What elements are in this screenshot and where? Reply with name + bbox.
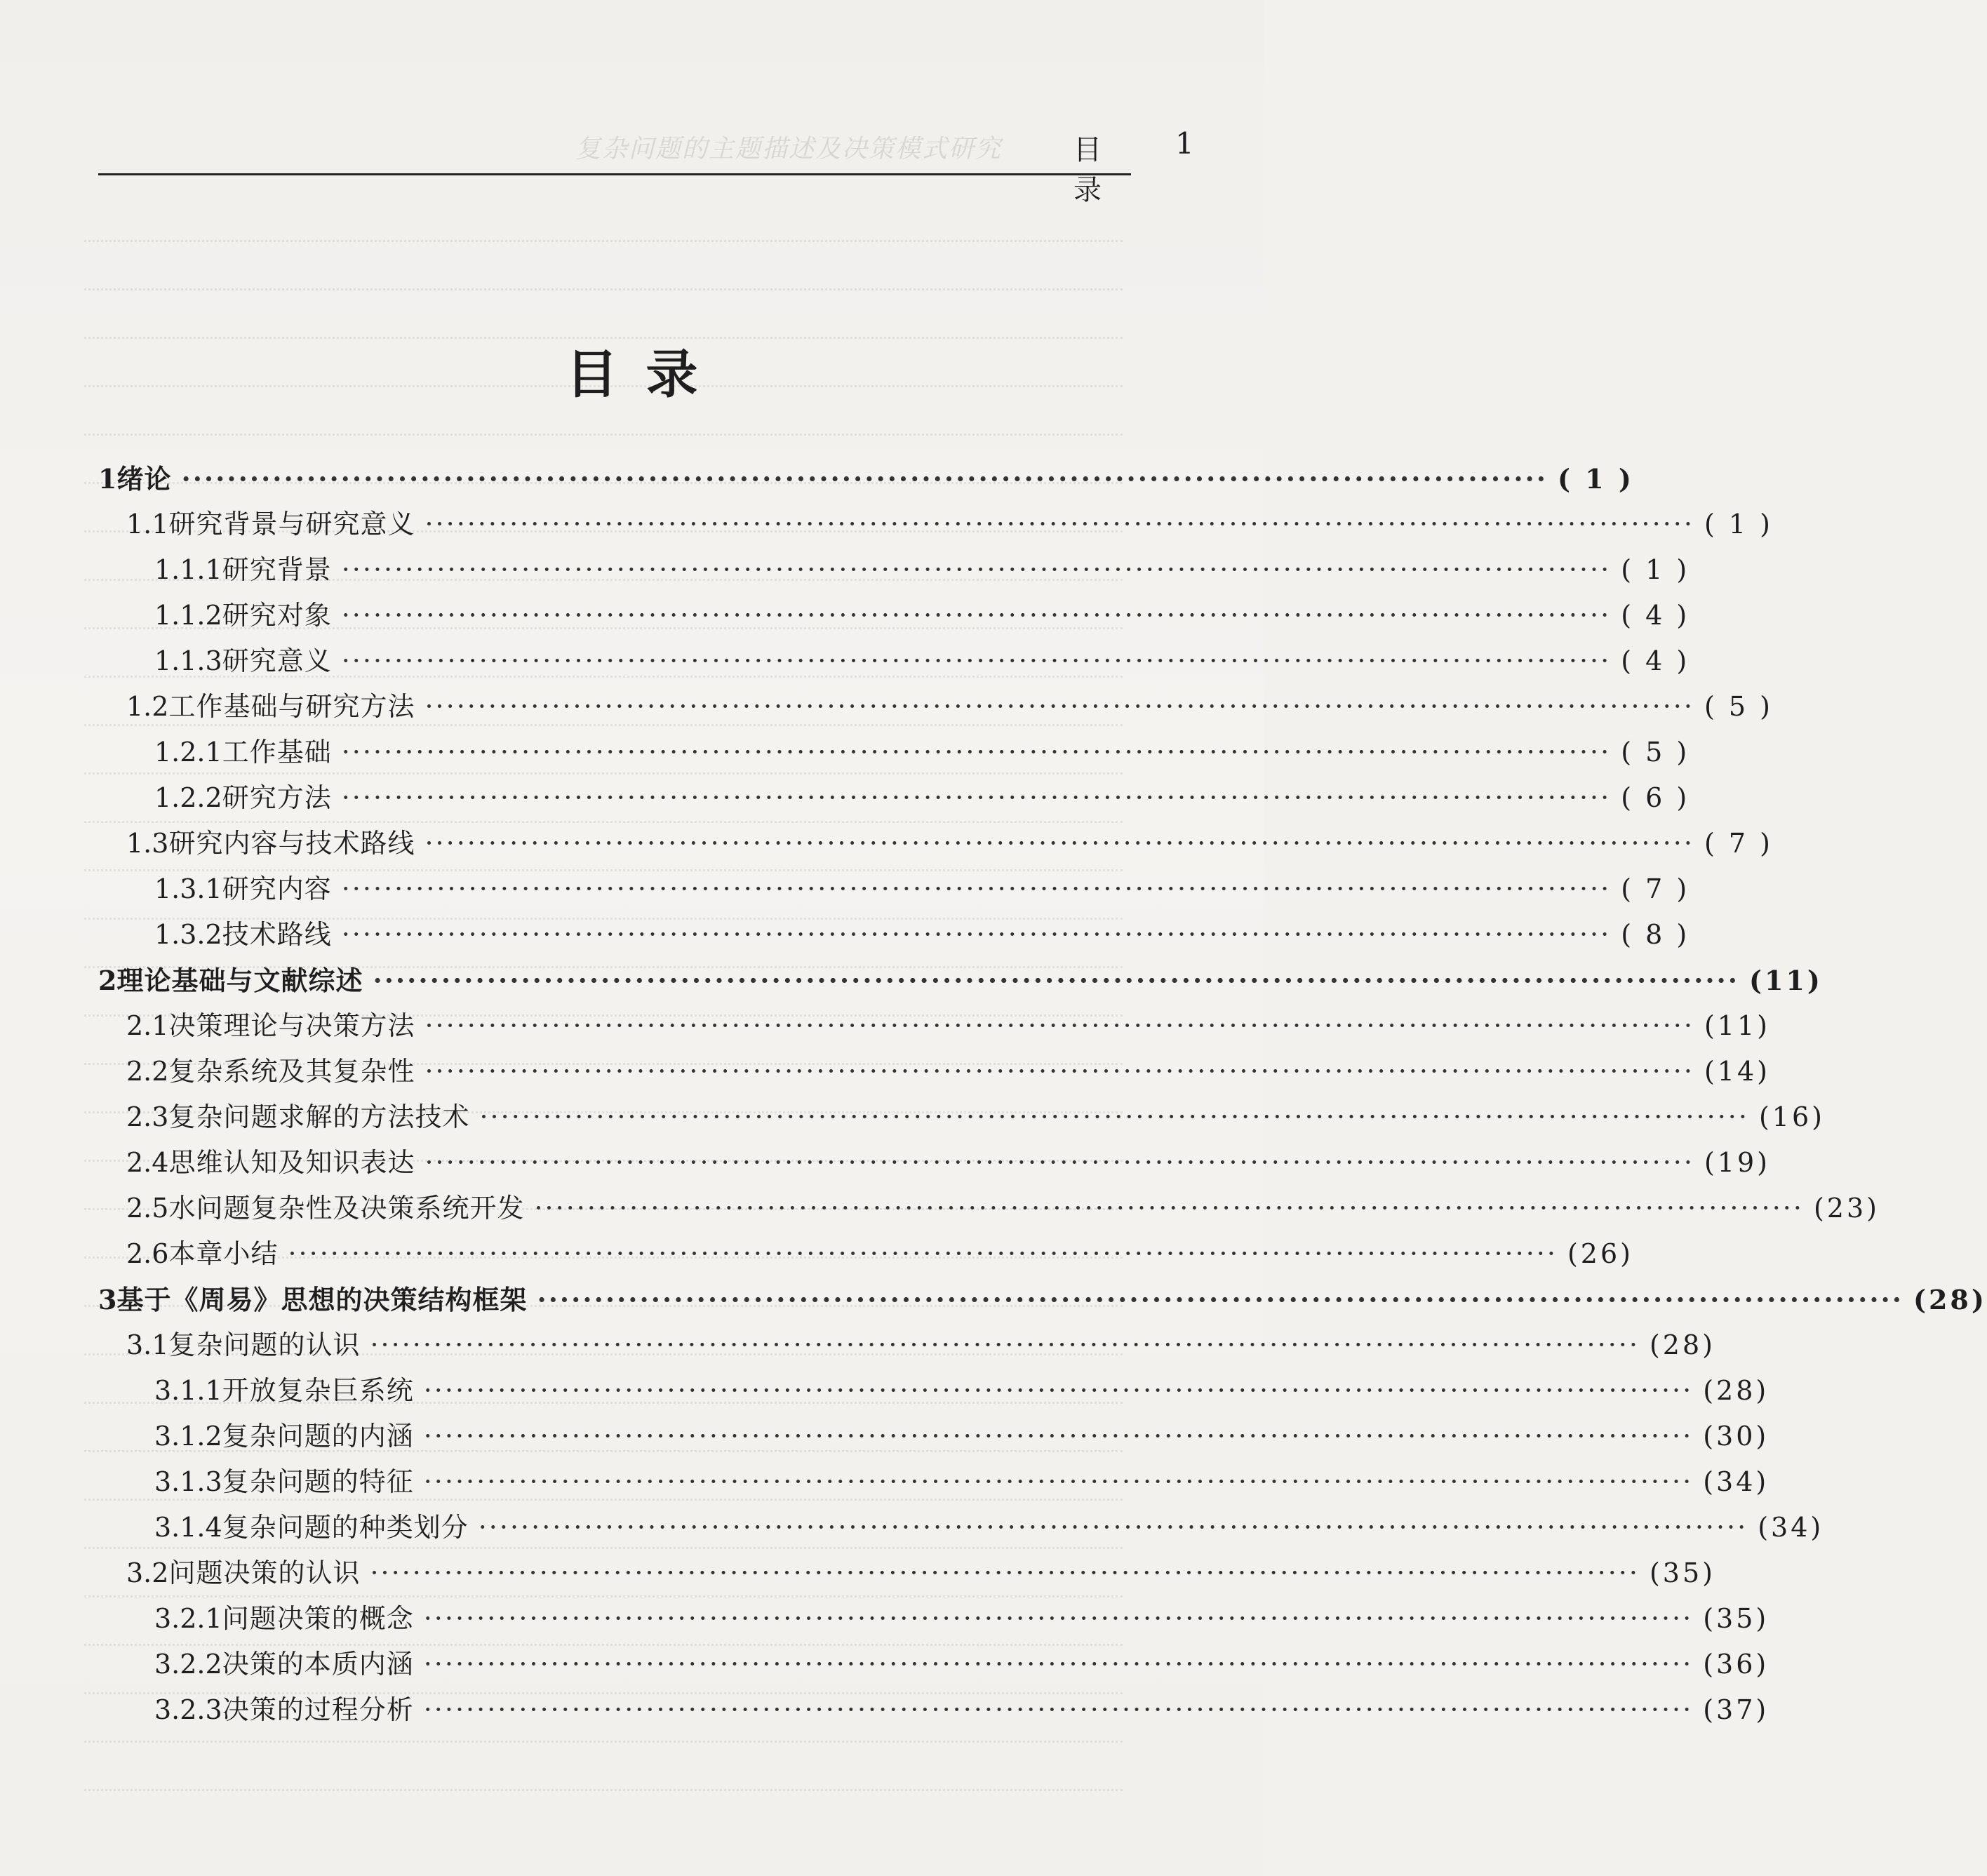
toc-entry[interactable] xyxy=(98,1322,1715,1368)
page-title: 目录 xyxy=(566,344,726,405)
toc-entry-page: (16) xyxy=(1758,1101,1825,1132)
toc-entry[interactable] xyxy=(98,547,1690,593)
toc-dot-leader: ························································································································ xyxy=(341,645,1612,676)
toc-entry-page: ( 7 ) xyxy=(1704,828,1773,859)
toc-dot-leader: ························································································································ xyxy=(341,737,1612,768)
toc-entry-page: (14) xyxy=(1704,1056,1770,1087)
toc-entry-title: 问题决策的概念 xyxy=(222,1603,414,1634)
toc-dot-leader: ························································································································ xyxy=(423,1466,1694,1497)
toc-entry-number: 3.2.1 xyxy=(154,1603,222,1634)
toc-entry-page: (37) xyxy=(1703,1694,1769,1725)
toc-entry-number: 2.4 xyxy=(126,1147,169,1178)
toc-entry-number: 1.1.1 xyxy=(154,554,222,585)
toc-entry-title: 复杂问题的种类划分 xyxy=(222,1512,469,1543)
toc-entry-number: 1.2.2 xyxy=(154,782,222,813)
toc-entry-title: 研究背景 xyxy=(222,554,332,585)
toc-entry-title: 决策理论与决策方法 xyxy=(168,1010,415,1041)
toc-entry-page: (23) xyxy=(1813,1193,1880,1224)
toc-entry-number: 3.2 xyxy=(126,1557,169,1588)
toc-dot-leader: ························································································································ xyxy=(181,463,1548,495)
toc-entry-number: 2.6 xyxy=(126,1238,169,1269)
toc-entry-page: (34) xyxy=(1758,1512,1824,1543)
toc-entry[interactable] xyxy=(98,958,1823,1003)
toc-dot-leader: ························································································································ xyxy=(424,1147,1694,1178)
toc-entry-title: 决策的过程分析 xyxy=(222,1694,414,1725)
toc-entry[interactable] xyxy=(98,1368,1769,1414)
toc-entry-title: 水问题复杂性及决策系统开发 xyxy=(168,1193,525,1224)
toc-entry[interactable] xyxy=(98,456,1634,502)
toc-entry-title: 工作基础 xyxy=(222,737,332,768)
toc-entry-number: 3.2.3 xyxy=(154,1694,222,1725)
toc-entry-number: 1.3.1 xyxy=(154,873,222,904)
toc-entry-page: (36) xyxy=(1703,1649,1769,1680)
toc-dot-leader: ························································································································ xyxy=(479,1101,1749,1132)
toc-entry[interactable] xyxy=(98,593,1690,638)
toc-entry-title: 研究意义 xyxy=(222,645,332,676)
toc-entry-title: 决策的本质内涵 xyxy=(222,1649,414,1680)
toc-entry-page: (35) xyxy=(1703,1603,1769,1634)
toc-dot-leader: ························································································································ xyxy=(423,1603,1694,1634)
toc-entry[interactable] xyxy=(98,1003,1770,1049)
toc-entry[interactable] xyxy=(98,684,1773,730)
toc-entry-title: 复杂问题求解的方法技术 xyxy=(168,1101,470,1132)
toc-entry[interactable] xyxy=(98,1596,1769,1642)
toc-dot-leader: ························································································································ xyxy=(534,1193,1804,1224)
toc-entry[interactable] xyxy=(98,1140,1770,1186)
toc-entry-number: 2.2 xyxy=(126,1056,169,1087)
toc-dot-leader: ························································································································ xyxy=(423,1421,1694,1452)
toc-entry-page: ( 4 ) xyxy=(1621,645,1690,676)
toc-entry-title: 本章小结 xyxy=(168,1238,279,1269)
toc-entry-number: 3.1.2 xyxy=(154,1421,222,1452)
toc-entry-page: ( 6 ) xyxy=(1621,782,1690,813)
toc-entry[interactable] xyxy=(98,1186,1880,1231)
toc-entry-title: 复杂问题的特征 xyxy=(222,1466,414,1497)
toc-entry[interactable] xyxy=(98,1459,1769,1505)
toc-entry-title: 研究内容与技术路线 xyxy=(168,828,415,859)
toc-entry-title: 复杂问题的内涵 xyxy=(222,1421,414,1452)
running-header-section: 目 录 xyxy=(1073,134,1109,206)
toc-entry-number: 1 xyxy=(98,463,117,495)
toc-dot-leader: ························································································································ xyxy=(424,828,1694,859)
toc-entry-page: (28) xyxy=(1913,1284,1987,1315)
toc-entry[interactable] xyxy=(98,1505,1824,1550)
toc-entry[interactable] xyxy=(98,1277,1987,1322)
toc-entry[interactable] xyxy=(98,1094,1825,1140)
toc-entry-number: 1.1 xyxy=(126,509,169,540)
toc-entry-title: 复杂系统及其复杂性 xyxy=(168,1056,415,1087)
toc-entry-number: 1.3.2 xyxy=(154,919,222,950)
toc-entry-page: (26) xyxy=(1567,1238,1633,1269)
toc-entry-number: 1.2 xyxy=(126,691,169,722)
toc-entry[interactable] xyxy=(98,912,1690,958)
toc-entry-title: 技术路线 xyxy=(222,919,332,950)
toc-dot-leader: ························································································································ xyxy=(370,1329,1640,1360)
toc-entry[interactable] xyxy=(98,1049,1770,1094)
toc-entry[interactable] xyxy=(98,821,1773,866)
toc-entry-page: (34) xyxy=(1703,1466,1769,1497)
toc-dot-leader: ························································································································ xyxy=(478,1512,1748,1543)
toc-entry-title: 研究内容 xyxy=(222,873,332,904)
toc-entry[interactable] xyxy=(98,775,1690,821)
toc-entry-title: 基于《周易》思想的决策结构框架 xyxy=(116,1284,528,1315)
toc-entry-number: 1.2.1 xyxy=(154,737,222,768)
toc-entry[interactable] xyxy=(98,1414,1769,1459)
page-number: 1 xyxy=(1175,126,1194,161)
toc-entry[interactable] xyxy=(98,866,1690,912)
toc-entry-page: (28) xyxy=(1649,1329,1715,1360)
toc-dot-leader: ························································································································ xyxy=(341,919,1612,950)
toc-entry-number: 2 xyxy=(98,965,117,996)
toc-entry-number: 2.5 xyxy=(126,1193,169,1224)
toc-entry-number: 1.1.2 xyxy=(154,600,222,631)
toc-dot-leader: ························································································································ xyxy=(424,691,1694,722)
toc-entry-page: ( 1 ) xyxy=(1621,554,1690,585)
toc-entry-page: (19) xyxy=(1704,1147,1770,1178)
toc-entry-title: 工作基础与研究方法 xyxy=(168,691,415,722)
toc-entry-page: ( 4 ) xyxy=(1621,600,1690,631)
toc-entry-page: (11) xyxy=(1704,1010,1770,1041)
toc-entry-title: 研究背景与研究意义 xyxy=(168,509,415,540)
toc-entry-number: 3 xyxy=(98,1284,117,1315)
toc-entry[interactable] xyxy=(98,1642,1769,1687)
toc-entry-page: ( 8 ) xyxy=(1621,919,1690,950)
toc-entry[interactable] xyxy=(98,1550,1715,1596)
toc-dot-leader: ························································································································ xyxy=(423,1375,1694,1406)
toc-entry[interactable] xyxy=(98,1231,1633,1277)
toc-entry-number: 1.1.3 xyxy=(154,645,222,676)
toc-entry-page: (35) xyxy=(1649,1557,1715,1588)
toc-dot-leader: ························································································································ xyxy=(341,554,1612,585)
toc-dot-leader: ························································································································ xyxy=(423,1649,1694,1680)
toc-entry-number: 3.1.1 xyxy=(154,1375,222,1406)
toc-entry-number: 3.1 xyxy=(126,1329,169,1360)
toc-entry-title: 理论基础与文献综述 xyxy=(116,965,363,996)
toc-dot-leader: ························································································································ xyxy=(288,1238,1558,1269)
toc-entry-number: 3.2.2 xyxy=(154,1649,222,1680)
toc-entry-page: ( 5 ) xyxy=(1621,737,1690,768)
toc-dot-leader: ························································································································ xyxy=(537,1284,1904,1315)
toc-entry-number: 3.1.4 xyxy=(154,1512,222,1543)
toc-entry-title: 问题决策的认识 xyxy=(168,1557,361,1588)
toc-entry-title: 复杂问题的认识 xyxy=(168,1329,361,1360)
toc-dot-leader: ························································································································ xyxy=(341,782,1612,813)
toc-entry[interactable] xyxy=(98,1687,1769,1733)
toc-entry-page: (28) xyxy=(1703,1375,1769,1406)
table-of-contents xyxy=(98,456,1987,1733)
toc-entry-title: 开放复杂巨系统 xyxy=(222,1375,414,1406)
toc-dot-leader: ························································································································ xyxy=(423,1694,1694,1725)
toc-dot-leader: ························································································································ xyxy=(424,509,1694,540)
toc-entry[interactable] xyxy=(98,730,1690,775)
toc-dot-leader: ························································································································ xyxy=(373,965,1740,996)
toc-entry-title: 绪论 xyxy=(116,463,172,495)
toc-entry[interactable] xyxy=(98,502,1773,547)
toc-dot-leader: ························································································································ xyxy=(341,873,1612,904)
toc-entry-page: ( 1 ) xyxy=(1704,509,1773,540)
toc-entry-number: 3.1.3 xyxy=(154,1466,222,1497)
toc-entry-number: 2.3 xyxy=(126,1101,169,1132)
toc-entry-page: (11) xyxy=(1749,965,1823,996)
toc-entry-page: (30) xyxy=(1703,1421,1769,1452)
toc-entry-page: ( 5 ) xyxy=(1704,691,1773,722)
toc-entry-title: 研究方法 xyxy=(222,782,332,813)
running-header-book-title: 复杂问题的主题描述及决策模式研究 xyxy=(575,135,1003,163)
toc-dot-leader: ························································································································ xyxy=(424,1010,1694,1041)
header-rule xyxy=(98,173,1131,175)
toc-entry-title: 思维认知及知识表达 xyxy=(168,1147,415,1178)
toc-dot-leader: ························································································································ xyxy=(370,1557,1640,1588)
toc-entry-page: ( 7 ) xyxy=(1621,873,1690,904)
toc-entry-title: 研究对象 xyxy=(222,600,332,631)
running-header xyxy=(98,126,1194,206)
toc-dot-leader: ························································································································ xyxy=(424,1056,1694,1087)
toc-entry-number: 1.3 xyxy=(126,828,169,859)
toc-entry-number: 2.1 xyxy=(126,1010,169,1041)
toc-dot-leader: ························································································································ xyxy=(341,600,1612,631)
toc-entry-page: ( 1 ) xyxy=(1558,463,1634,495)
toc-entry[interactable] xyxy=(98,638,1690,684)
